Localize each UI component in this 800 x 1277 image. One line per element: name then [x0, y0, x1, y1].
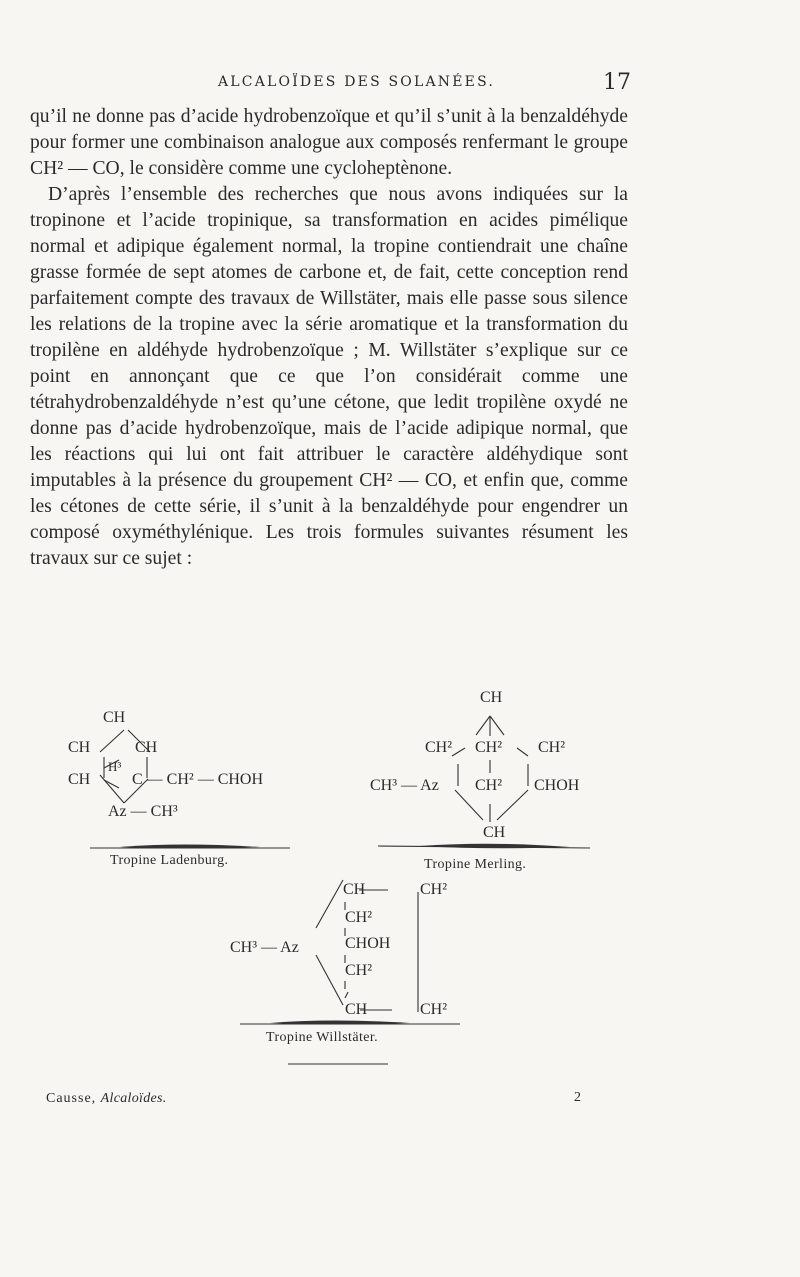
ladenburg-left-upper: CH [68, 739, 91, 756]
ladenburg-bottom: Az — CH³ [108, 803, 178, 820]
willstater-bottom-right: CH² [420, 1001, 448, 1018]
running-title: ALCALOÏDES DES SOLANÉES. [218, 74, 496, 90]
footer-author: Causse, [46, 1091, 97, 1106]
ladenburg-right-upper: CH [135, 739, 158, 756]
ladenburg-inner: H³ [108, 759, 122, 774]
page-number: 17 [603, 70, 631, 95]
merling-right-lower: CHOH [534, 777, 580, 794]
ladenburg-right-lower: C — CH² — CHOH [132, 771, 264, 788]
signature-mark: 2 [574, 1090, 581, 1105]
paragraph-1: qu’il ne donne pas d’acide hydrobenzoïque et qu’il s’unit à la benzaldéhyde pour former une combinaison analogue aux composés renfermant le groupe CH² — CO, le considère comme une cycloheptènone. [30, 106, 628, 179]
ladenburg-top: CH [103, 709, 126, 726]
merling-right-upper: CH² [538, 739, 566, 756]
footer-signature [46, 1091, 167, 1107]
merling-center-lower: CH² [475, 777, 503, 794]
formula-bonds [0, 680, 800, 1080]
merling-center-upper: CH² [475, 739, 503, 756]
merling-bottom: CH [483, 824, 506, 841]
merling-left-lower: CH³ — Az [370, 777, 439, 794]
merling-left-upper: CH² [425, 739, 453, 756]
footer-title: Alcaloïdes. [100, 1091, 167, 1106]
willstater-top: CH [343, 881, 366, 898]
ladenburg-left-lower: CH [68, 771, 91, 788]
paragraph-2: D’après l’ensemble des recherches que nous avons indiquées sur la tropinone et l’acide tropinique, sa transformation en acides pimélique normal et adipique également normal, la tropine contiendrait une chaîne grasse formée de sept atomes de carbone et, de fait, cette conception rend parfaitement compte des travaux de Willstäter, mais elle passe sous silence les relations de la tropine avec la série aromatique et la transformation du tropilène en aldéhyde hydrobenzoïque ; M. Willstäter s’explique sur ce point en annonçant que ce que l’on considérait comme une tétrahydrobenzaldéhyde n’est qu’une cétone, que ledit tropilène oxydé ne donne pas d’acide hydrobenzoïque, mais de l’acide adipique normal, que les réactions qui lui ont fait attribuer le caractère aldéhydique sont imputables à la présence du groupement CH² — CO, et enfin que, comme les cétones de cette série, il s’unit à la benzaldéhyde pour engendrer un composé oxyméthylénique. Les trois formules suivantes résument les travaux sur ce sujet : [30, 184, 628, 569]
willstater-c3: CHOH [345, 935, 391, 952]
running-head [0, 72, 800, 96]
willstater-c4: CH² [345, 962, 373, 979]
merling-top: CH [480, 689, 503, 706]
formula-figure [0, 680, 800, 1080]
willstater-c2: CH² [345, 909, 373, 926]
caption-merling: Tropine Merling. [424, 857, 527, 872]
body-text [30, 104, 628, 572]
willstater-bottom: CH [345, 1001, 368, 1018]
caption-willstater: Tropine Willstäter. [266, 1030, 379, 1045]
caption-ladenburg: Tropine Ladenburg. [110, 853, 229, 868]
willstater-left: CH³ — Az [230, 939, 299, 956]
willstater-top-right: CH² [420, 881, 448, 898]
